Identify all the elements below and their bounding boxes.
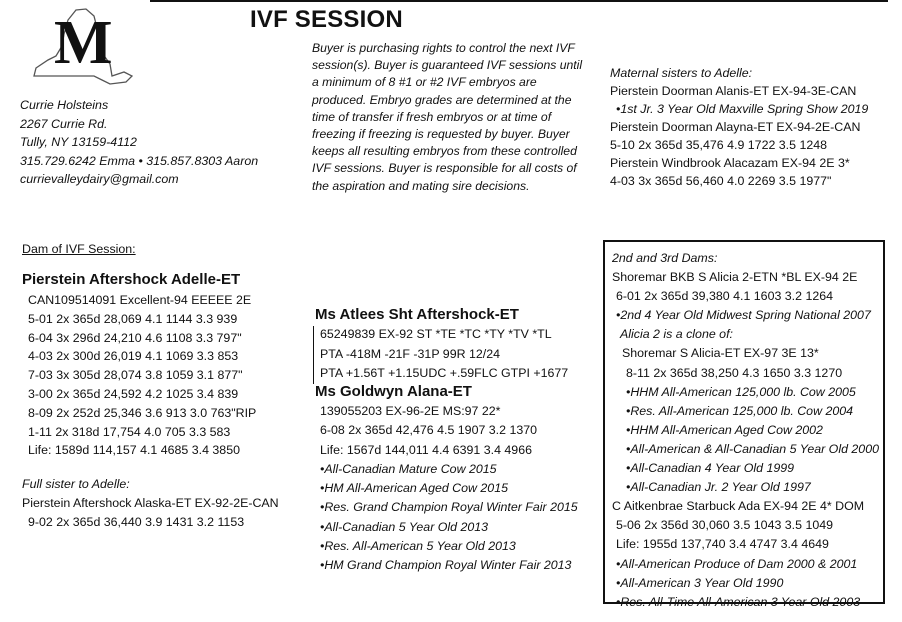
record-row: 5-01 2x 365d 28,069 4.1 1144 3.3 939 xyxy=(28,311,238,326)
dam-name: Pierstein Aftershock Adelle-ET xyxy=(22,271,241,288)
box-line: 6-01 2x 365d 39,380 4.1 1603 3.2 1264 xyxy=(616,289,834,304)
maternal-sisters-block xyxy=(610,64,868,190)
honor-line: •Res. All-American 5 Year Old 2013 xyxy=(320,539,516,554)
box-line: Life: 1955d 137,740 3.4 4747 3.4 4649 xyxy=(616,537,829,552)
address-line: Tully, NY 13159-4112 xyxy=(20,135,137,149)
sire-line: PTA -418M -21F -31P 99R 12/24 xyxy=(320,346,500,361)
box-line: 5-06 2x 356d 30,060 3.5 1043 3.5 1049 xyxy=(616,518,834,533)
honor-line: •All-Canadian Mature Cow 2015 xyxy=(320,461,497,476)
honor-line: •HM Grand Champion Royal Winter Fair 2013 xyxy=(320,558,572,573)
maternal-line: Pierstein Doorman Alayna-ET EX-94-2E-CAN xyxy=(610,120,861,134)
box-line: •Res. All-American 125,000 lb. Cow 2004 xyxy=(626,403,854,418)
full-sister-name: Pierstein Aftershock Alaska-ET EX-92-2E-CAN xyxy=(22,496,279,510)
record-row: Life: 1589d 114,157 4.1 4685 3.4 3850 xyxy=(28,443,240,458)
maternal-line: 4-03 3x 365d 56,460 4.0 2269 3.5 1977" xyxy=(610,174,832,188)
record-row: 3-00 2x 365d 24,592 4.2 1025 3.4 839 xyxy=(28,386,239,401)
sire-dam-details xyxy=(320,402,578,576)
box-line: •All-Canadian 4 Year Old 1999 xyxy=(626,461,795,476)
sire-name: Ms Atlees Sht Aftershock-ET xyxy=(315,306,519,323)
box-line: Shoremar S Alicia-ET EX-97 3E 13* xyxy=(622,346,819,361)
email-line: currievalleydairy@gmail.com xyxy=(20,172,179,186)
sire-dam-line: 139055203 EX-96-2E MS:97 22* xyxy=(320,404,501,418)
box-line: •All-American Produce of Dam 2000 & 2001 xyxy=(616,556,858,571)
sire-dam-name: Ms Goldwyn Alana-ET xyxy=(315,383,472,400)
record-row: 1-11 2x 318d 17,754 4.0 705 3.3 583 xyxy=(28,424,231,439)
page-title: IVF SESSION xyxy=(250,6,403,33)
maternal-line: Pierstein Windbrook Alacazam EX-94 2E 3* xyxy=(610,156,850,170)
dam-heading: Dam of IVF Session: xyxy=(22,242,136,256)
box-line: •2nd 4 Year Old Midwest Spring National 2007 xyxy=(616,308,871,323)
sire-details xyxy=(320,325,568,384)
address-line: 2267 Currie Rd. xyxy=(20,116,108,131)
box-heading: 2nd and 3rd Dams: xyxy=(612,251,718,265)
sire-dam-line: 6-08 2x 365d 42,476 4.5 1907 3.2 1370 xyxy=(320,423,538,438)
box-line: •All-Canadian Jr. 2 Year Old 1997 xyxy=(626,480,811,495)
record-row: 8-09 2x 252d 25,346 3.6 913 3.0 763"RIP xyxy=(28,405,257,420)
full-sister-block xyxy=(22,475,279,532)
box-line: •Res. All-Time All-American 3 Year Old 2003 xyxy=(616,594,861,609)
box-line: Alicia 2 is a clone of: xyxy=(620,327,733,342)
phone-line: 315.729.6242 Emma • 315.857.8303 Aaron xyxy=(20,153,259,168)
box-line: •HHM All-American Aged Cow 2002 xyxy=(626,422,823,437)
maternal-line: 5-10 2x 365d 35,476 4.9 1722 3.5 1248 xyxy=(610,138,828,152)
address-line: Currie Holsteins xyxy=(20,98,109,112)
sire-bracket xyxy=(313,326,314,384)
box-line: 8-11 2x 365d 38,250 4.3 1650 3.3 1270 xyxy=(626,365,843,380)
honor-line: •Res. Grand Champion Royal Winter Fair 2015 xyxy=(320,500,578,515)
box-line: •All-American 3 Year Old 1990 xyxy=(616,575,784,590)
sire-dam-line: Life: 1567d 144,011 4.4 6391 3.4 4966 xyxy=(320,442,532,457)
sire-line: PTA +1.56T +1.15UDC +.59FLC GTPI +1677 xyxy=(320,366,569,380)
maternal-line: •1st Jr. 3 Year Old Maxville Spring Show 2019 xyxy=(616,102,869,116)
address-block xyxy=(20,96,258,189)
box-content xyxy=(612,249,879,612)
box-line: Shoremar BKB S Alicia 2-ETN *BL EX-94 2E xyxy=(612,270,858,285)
sale-terms: Buyer is purchasing rights to control the next IVF session(s). Buyer is guaranteed IVF sessions until a minimum of 8 #1 or #2 IVF embryos are produced. Embryo grades are determined at the time of transfer if fresh embryos or at time of freezing if freezing is requested by buyer. Buyer keeps all resulting embryos from these controlled IVF sessions. Buyer is responsible for all costs of the aspiration and mating sire decisions. xyxy=(312,41,583,193)
full-sister-heading: Full sister to Adelle: xyxy=(22,477,130,491)
record-row: 4-03 2x 300d 26,019 4.1 1069 3.3 853 xyxy=(28,349,239,364)
maternal-line: Pierstein Doorman Alanis-ET EX-94-3E-CAN xyxy=(610,84,857,98)
dam-registration: CAN109514091 Excellent-94 EEEEE 2E xyxy=(28,293,252,307)
maternal-heading: Maternal sisters to Adelle: xyxy=(610,66,753,80)
record-row: 7-03 3x 305d 28,074 3.8 1059 3.1 877" xyxy=(28,368,243,383)
sire-line: 65249839 EX-92 ST *TE *TC *TY *TV *TL xyxy=(320,327,552,341)
full-sister-record: 9-02 2x 365d 36,440 3.9 1431 3.2 1153 xyxy=(28,515,245,529)
honor-line: •All-Canadian 5 Year Old 2013 xyxy=(320,519,489,534)
box-line: •All-American & All-Canadian 5 Year Old 2000 xyxy=(626,441,879,456)
box-line: •HHM All-American 125,000 lb. Cow 2005 xyxy=(626,384,856,399)
box-line: C Aitkenbrae Starbuck Ada EX-94 2E 4* DOM xyxy=(612,499,865,514)
top-rule xyxy=(150,0,888,2)
honor-line: •HM All-American Aged Cow 2015 xyxy=(320,481,508,496)
record-row: 6-04 3x 296d 24,210 4.6 1108 3.3 797" xyxy=(28,330,242,345)
logo-letter: M xyxy=(54,9,113,77)
dam-records xyxy=(28,291,256,460)
